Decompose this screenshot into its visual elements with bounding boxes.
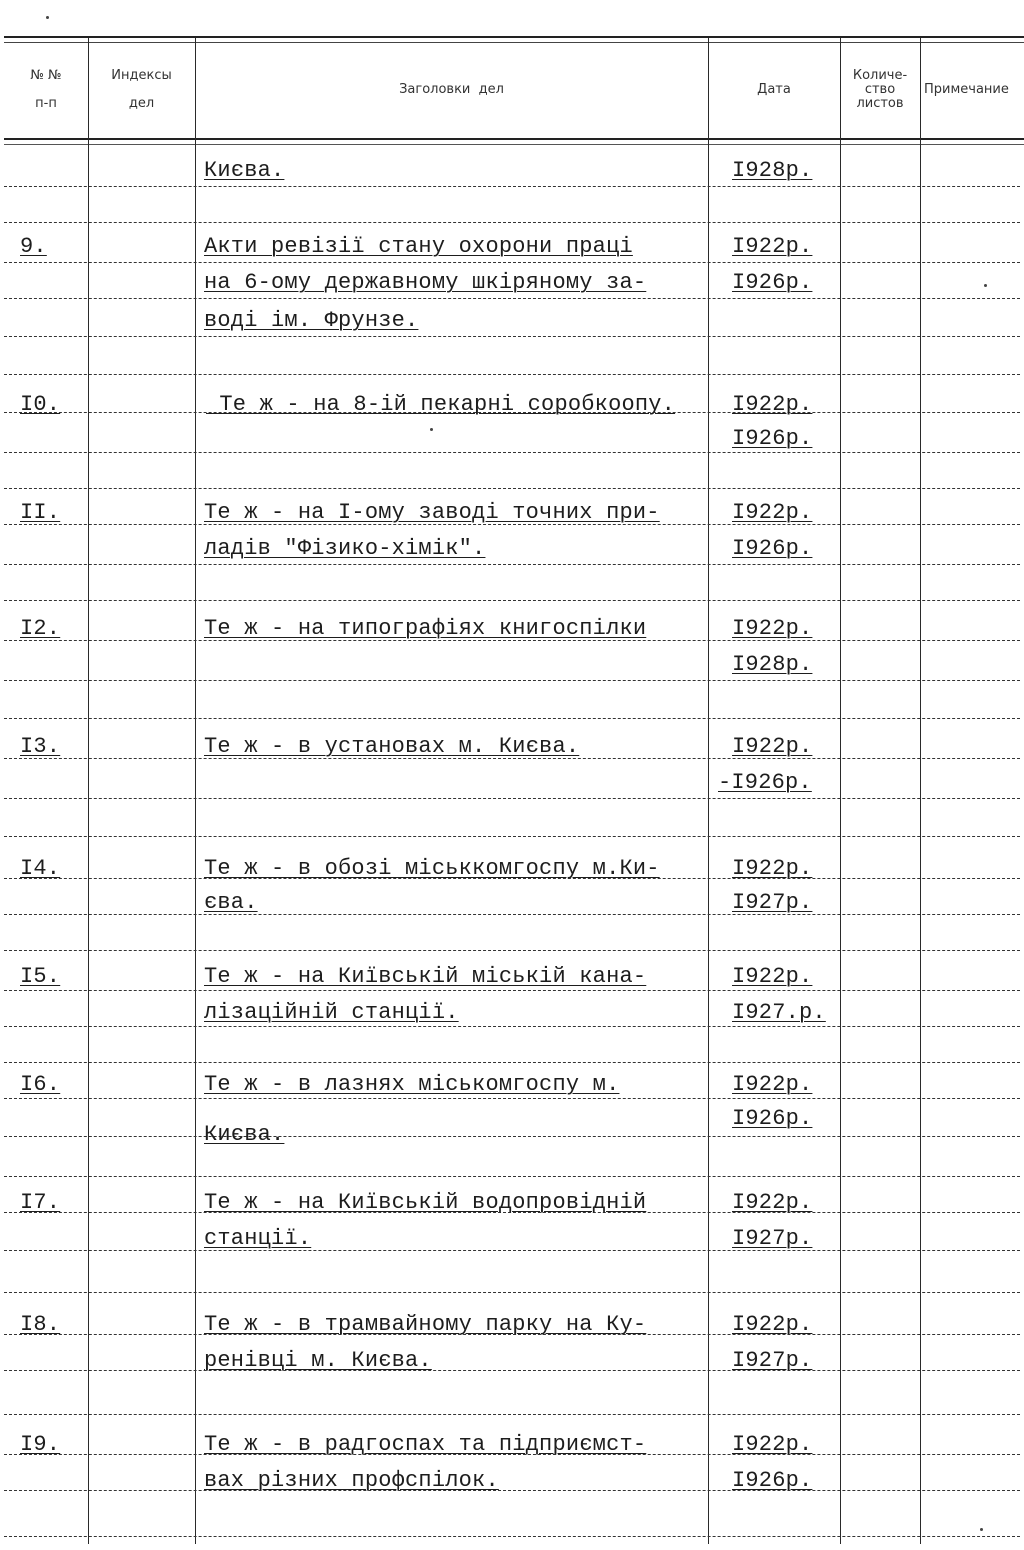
case-date: I922р. (732, 500, 813, 525)
column-divider (840, 38, 841, 1544)
case-title: єва. (204, 890, 258, 915)
case-title: ренівці м. Києва. (204, 1348, 432, 1373)
header-title (195, 42, 708, 138)
case-title: станції. (204, 1226, 312, 1251)
case-date: I927р. (732, 1348, 813, 1373)
case-number: I4. (20, 856, 61, 881)
case-title: лізаційній станції. (204, 1000, 459, 1025)
case-title: Те ж - в обозі міськкомгоспу м.Ки- (204, 856, 660, 881)
case-date: I926р. (732, 1468, 813, 1493)
header-label: п-п (35, 96, 57, 111)
case-title: на 6-ому державному шкіряному за- (204, 270, 647, 295)
case-number: I3. (20, 734, 61, 759)
case-date: I922р. (732, 1072, 813, 1097)
case-title: Києва. (204, 158, 285, 183)
case-title: Те ж - на I-ому заводі точних при- (204, 500, 660, 525)
case-date: I922р. (732, 856, 813, 881)
case-number: I0. (20, 392, 61, 417)
header-label: ство (864, 82, 896, 97)
header-notes (920, 42, 1024, 138)
case-title: Те ж - на типографіях книгоспілки (204, 616, 647, 641)
case-date: I926р. (732, 1106, 813, 1131)
case-date: I928р. (732, 158, 813, 183)
case-date: I926р. (732, 270, 813, 295)
case-number: II. (20, 500, 61, 525)
case-title: воді ім. Фрунзе. (204, 308, 419, 333)
case-date: I926р. (732, 536, 813, 561)
case-date: I928р. (732, 652, 813, 677)
scan-speck (984, 284, 987, 287)
header-label: Примечание (924, 82, 1009, 97)
case-title: Те ж - в радгоспах та підприємст- (204, 1432, 647, 1457)
case-date: I927.р. (732, 1000, 826, 1025)
case-title: Те ж - на Київській водопровідній (204, 1190, 647, 1215)
case-date: I922р. (732, 234, 813, 259)
header-label: № № (30, 68, 62, 83)
column-divider (195, 38, 196, 1544)
header-label: Количе- (852, 68, 908, 83)
case-number: 9. (20, 234, 47, 259)
case-number: I8. (20, 1312, 61, 1337)
header-label: дел (128, 96, 155, 111)
header-label: Дата (757, 82, 791, 97)
case-title: Те ж - в трамвайному парку на Ку- (204, 1312, 647, 1337)
case-number: I2. (20, 616, 61, 641)
header-label: листов (856, 96, 904, 111)
column-divider (88, 38, 89, 1544)
case-date: I922р. (732, 964, 813, 989)
case-number: I7. (20, 1190, 61, 1215)
case-number: I9. (20, 1432, 61, 1457)
column-divider (708, 38, 709, 1544)
case-date: I922р. (732, 734, 813, 759)
case-date: I922р. (732, 392, 813, 417)
case-title: Акти ревізії стану охорони праці (204, 234, 633, 259)
case-title: Те ж - в установах м. Києва. (204, 734, 580, 759)
case-title: Те ж - на 8-ій пекарні соробкоопу. (206, 392, 676, 417)
case-date: I927р. (732, 890, 813, 915)
case-date: I922р. (732, 1190, 813, 1215)
case-date: I927р. (732, 1226, 813, 1251)
case-date: I922р. (732, 1312, 813, 1337)
case-title: вах різних профспілок. (204, 1468, 499, 1493)
case-title: Те ж - на Київській міській кана- (204, 964, 647, 989)
scan-speck (980, 1528, 983, 1531)
header-bottom-rule (4, 138, 1024, 145)
scan-speck (430, 428, 433, 431)
case-title: Києва. (204, 1122, 285, 1147)
case-number: I6. (20, 1072, 61, 1097)
case-date: -I926р. (718, 770, 812, 795)
case-title: ладів "Фізико-хімік". (204, 536, 486, 561)
header-index (88, 42, 195, 138)
header-sheets (840, 42, 920, 138)
case-date: I922р. (732, 616, 813, 641)
case-number: I5. (20, 964, 61, 989)
scan-speck (46, 16, 49, 19)
header-label: Заголовки дел (399, 82, 504, 97)
case-date: I922р. (732, 1432, 813, 1457)
case-title: Те ж - в лазнях міськомгоспу м. (204, 1072, 620, 1097)
case-date: I926р. (732, 426, 813, 451)
column-divider (920, 38, 921, 1544)
header-number (4, 42, 88, 138)
header-date (708, 42, 840, 138)
header-label: Индексы (111, 68, 172, 83)
